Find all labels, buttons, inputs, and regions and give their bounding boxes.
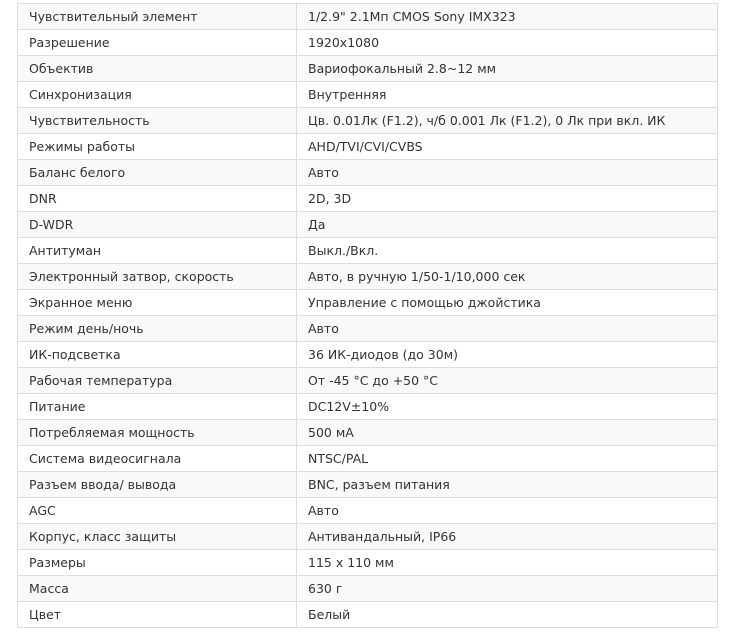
table-row [18,238,718,264]
table-row [18,472,718,498]
spec-label: Рабочая температура [18,368,297,394]
spec-value: 1920x1080 [297,30,718,56]
spec-value: Внутренняя [297,82,718,108]
table-row [18,82,718,108]
spec-label: Антитуман [18,238,297,264]
spec-label: AGC [18,498,297,524]
spec-value: AHD/TVI/CVI/CVBS [297,134,718,160]
spec-label: Размеры [18,550,297,576]
table-row [18,576,718,602]
spec-label: Объектив [18,56,297,82]
table-row [18,602,718,628]
spec-value: 1/2.9" 2.1Мп CMOS Sony IMX323 [297,4,718,30]
spec-value: Авто [297,160,718,186]
spec-label: Цвет [18,602,297,628]
spec-value: Вариофокальный 2.8~12 мм [297,56,718,82]
table-row [18,446,718,472]
spec-value: BNC, разъем питания [297,472,718,498]
spec-value: 500 мА [297,420,718,446]
spec-value: 2D, 3D [297,186,718,212]
spec-label: Синхронизация [18,82,297,108]
table-row [18,550,718,576]
table-row [18,108,718,134]
spec-label: Потребляемая мощность [18,420,297,446]
spec-value: От -45 °С до +50 °С [297,368,718,394]
spec-label: Чувствительность [18,108,297,134]
table-row [18,316,718,342]
spec-value: Антивандальный, IP66 [297,524,718,550]
table-row [18,290,718,316]
spec-label: Режимы работы [18,134,297,160]
table-row [18,342,718,368]
spec-label: D-WDR [18,212,297,238]
spec-label: Режим день/ночь [18,316,297,342]
spec-value: Авто [297,498,718,524]
spec-label: Экранное меню [18,290,297,316]
table-row [18,56,718,82]
spec-value: Управление с помощью джойстика [297,290,718,316]
spec-value: Авто [297,316,718,342]
table-row [18,394,718,420]
spec-label: ИК-подсветка [18,342,297,368]
spec-label: Чувствительный элемент [18,4,297,30]
spec-value: Да [297,212,718,238]
table-row [18,30,718,56]
spec-label: DNR [18,186,297,212]
spec-value: Выкл./Вкл. [297,238,718,264]
spec-value: Белый [297,602,718,628]
spec-label: Корпус, класс защиты [18,524,297,550]
table-row [18,4,718,30]
spec-value: Цв. 0.01Лк (F1.2), ч/б 0.001 Лк (F1.2), 0 Лк при вкл. ИК [297,108,718,134]
table-row [18,160,718,186]
spec-label: Масса [18,576,297,602]
spec-value: DC12V±10% [297,394,718,420]
spec-value: 630 г [297,576,718,602]
spec-value: Авто, в ручную 1/50-1/10,000 сек [297,264,718,290]
specifications-table [17,3,718,628]
table-row [18,264,718,290]
table-row [18,186,718,212]
spec-label: Электронный затвор, скорость [18,264,297,290]
table-row [18,134,718,160]
table-row [18,524,718,550]
spec-value: 115 x 110 мм [297,550,718,576]
spec-label: Разъем ввода/ вывода [18,472,297,498]
spec-label: Баланс белого [18,160,297,186]
spec-value: NTSC/PAL [297,446,718,472]
table-row [18,420,718,446]
spec-label: Разрешение [18,30,297,56]
spec-label: Питание [18,394,297,420]
table-row [18,498,718,524]
table-row [18,212,718,238]
table-row [18,368,718,394]
spec-value: 36 ИК-диодов (до 30м) [297,342,718,368]
spec-label: Система видеосигнала [18,446,297,472]
specifications-table-body [18,4,718,628]
